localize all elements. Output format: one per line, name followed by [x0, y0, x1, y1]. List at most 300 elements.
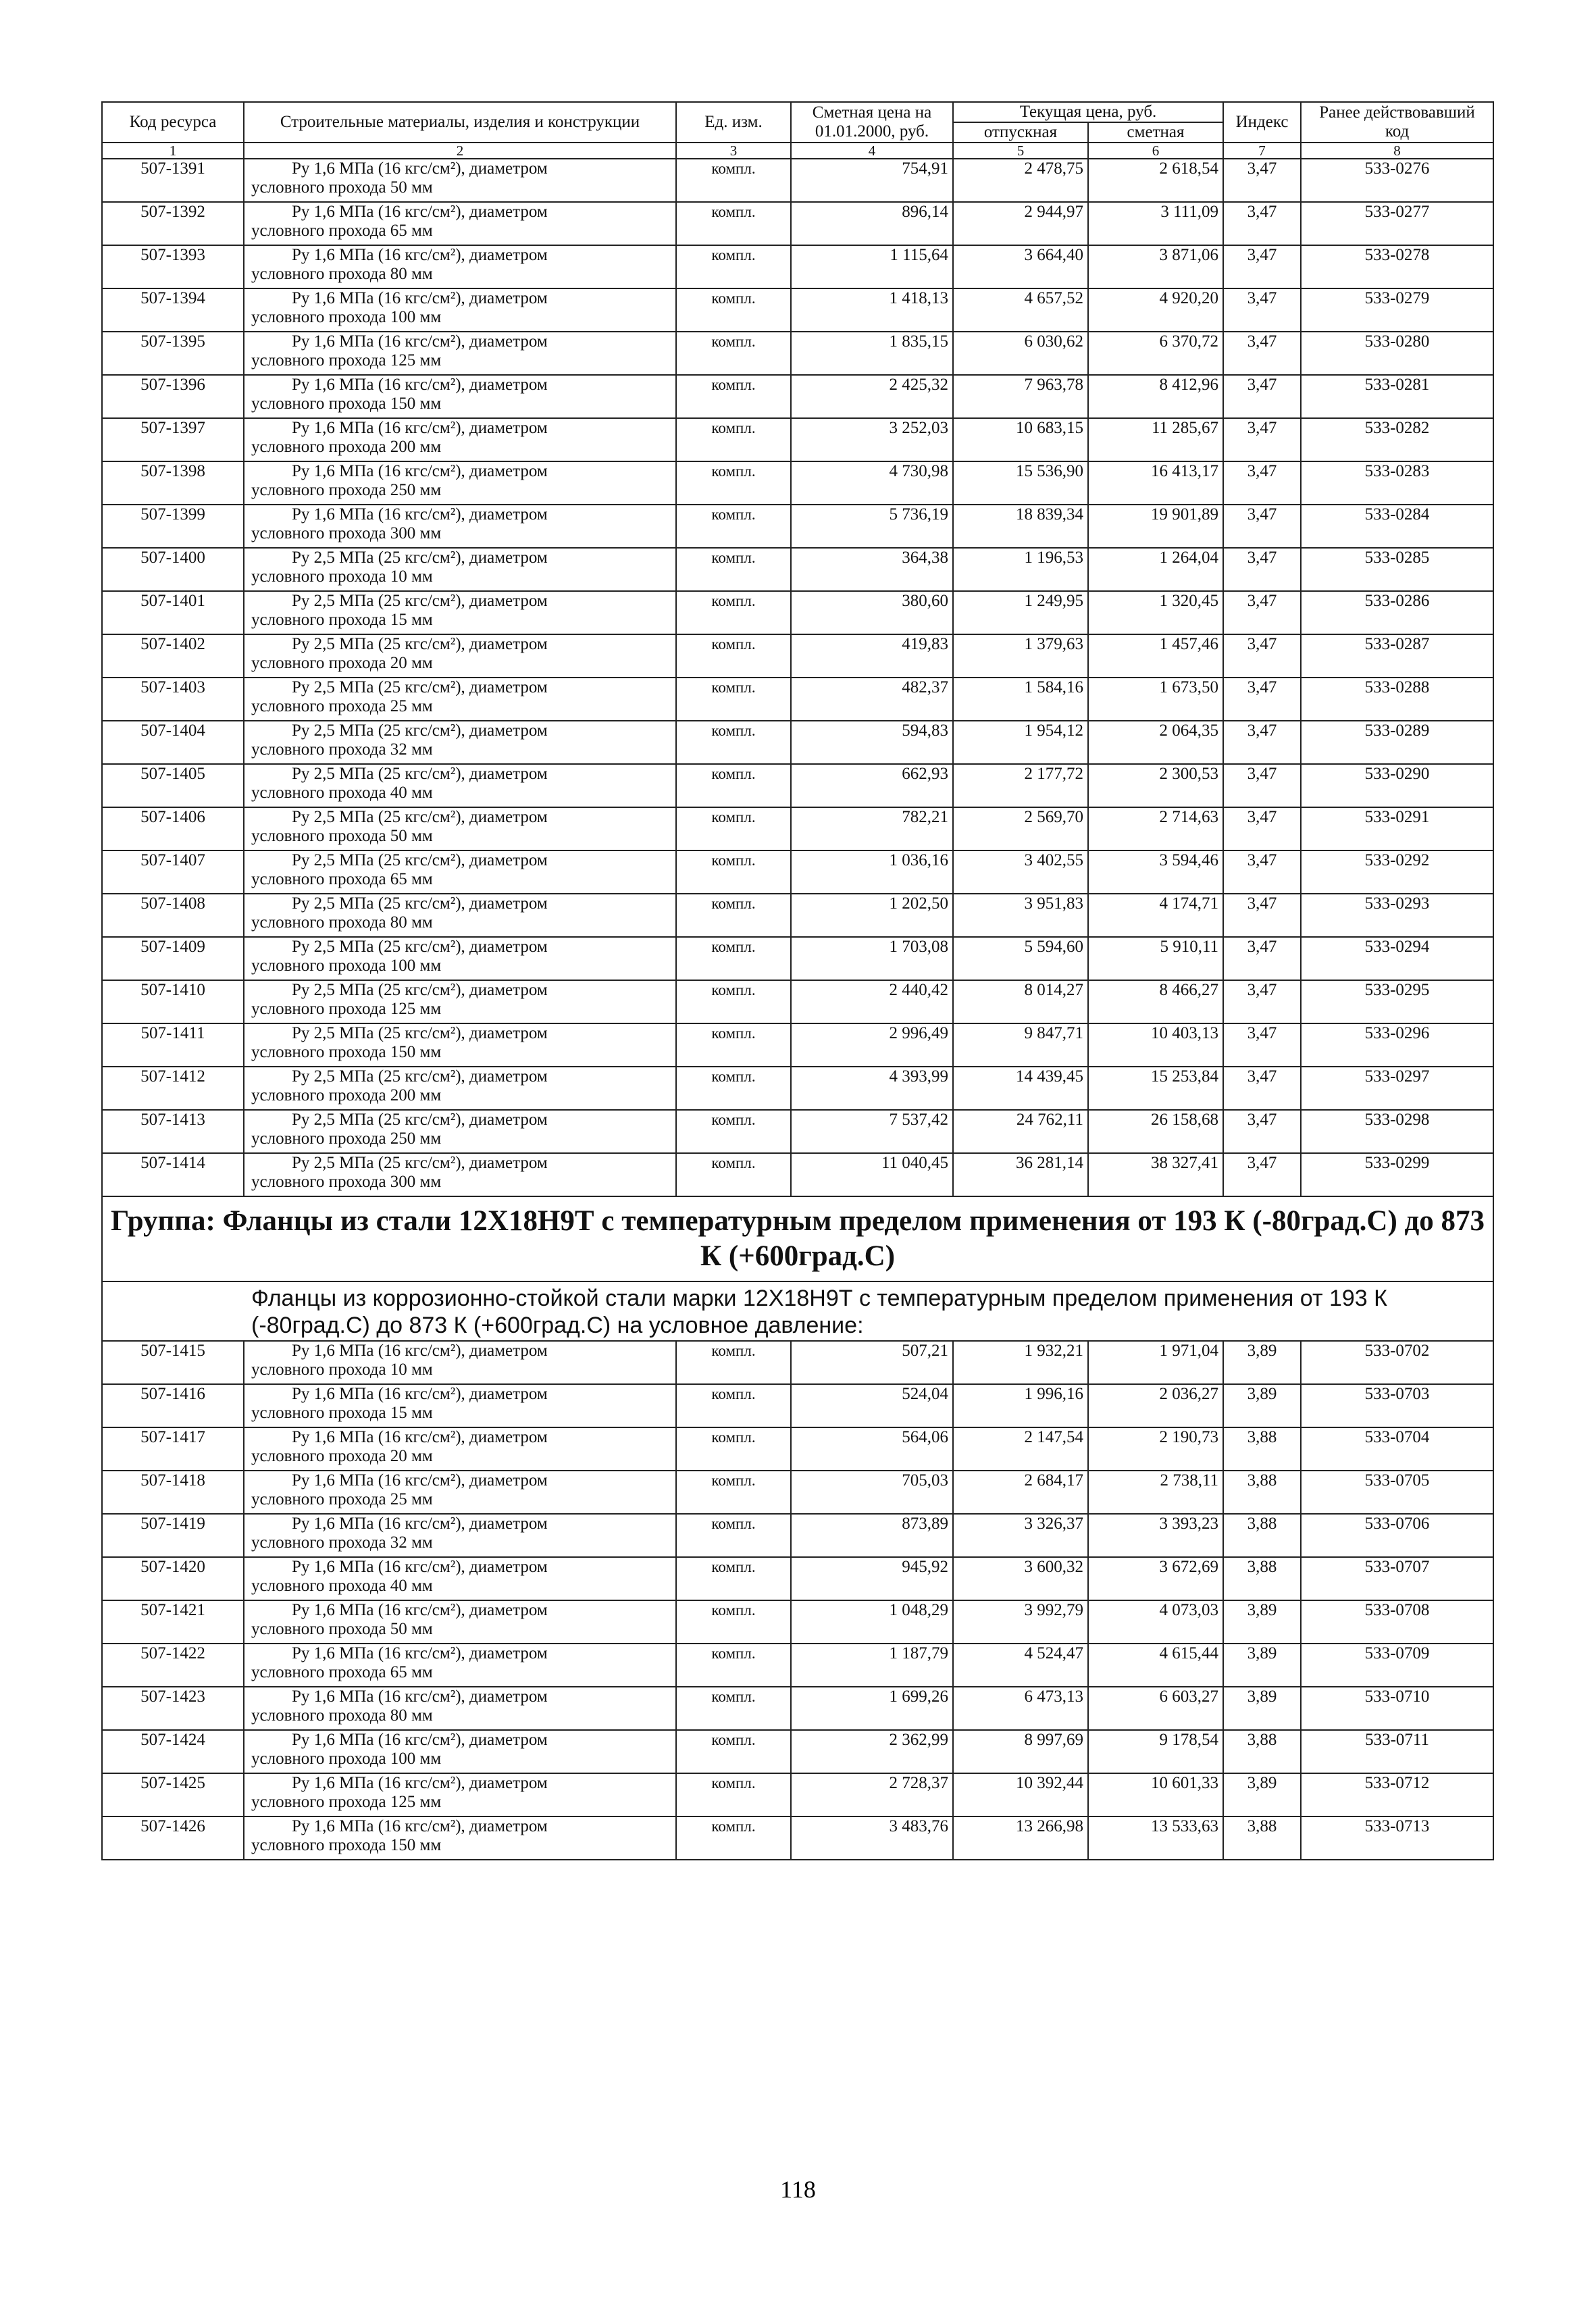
header-index: Индекс — [1223, 102, 1301, 143]
unit: компл. — [676, 1471, 791, 1514]
previous-code: 533-0286 — [1301, 591, 1493, 634]
previous-code: 533-0711 — [1301, 1730, 1493, 1773]
estimated-price: 6 603,27 — [1088, 1687, 1223, 1730]
estimated-price: 3 111,09 — [1088, 202, 1223, 245]
release-price: 18 839,34 — [953, 505, 1088, 548]
price-index: 3,47 — [1223, 288, 1301, 332]
release-price: 24 762,11 — [953, 1110, 1088, 1153]
material-description — [244, 1067, 676, 1110]
resource-code: 507-1411 — [102, 1023, 244, 1067]
material-description — [244, 678, 676, 721]
estimate-price-2000: 4 393,99 — [791, 1067, 953, 1110]
estimate-price-2000: 2 440,42 — [791, 980, 953, 1023]
price-index: 3,47 — [1223, 202, 1301, 245]
price-index: 3,47 — [1223, 678, 1301, 721]
estimate-price-2000: 3 483,76 — [791, 1816, 953, 1860]
description-line-2: условного прохода 15 мм — [251, 1404, 433, 1422]
estimated-price: 16 413,17 — [1088, 461, 1223, 505]
resource-code: 507-1414 — [102, 1153, 244, 1196]
unit: компл. — [676, 937, 791, 980]
description-line-1: Ру 1,6 МПа (16 кгс/см²), диаметром — [292, 1515, 548, 1533]
previous-code: 533-0297 — [1301, 1067, 1493, 1110]
description-line-1: Ру 2,5 МПа (25 кгс/см²), диаметром — [292, 808, 548, 826]
table-row — [102, 505, 1493, 548]
table-row — [102, 807, 1493, 850]
resource-code: 507-1426 — [102, 1816, 244, 1860]
price-index: 3,47 — [1223, 418, 1301, 461]
table-row — [102, 1514, 1493, 1557]
release-price: 1 196,53 — [953, 548, 1088, 591]
column-number: 1 — [102, 143, 244, 159]
price-index: 3,88 — [1223, 1557, 1301, 1600]
release-price: 2 177,72 — [953, 764, 1088, 807]
estimated-price: 9 178,54 — [1088, 1730, 1223, 1773]
release-price: 14 439,45 — [953, 1067, 1088, 1110]
unit: компл. — [676, 418, 791, 461]
price-index: 3,47 — [1223, 332, 1301, 375]
column-number: 2 — [244, 143, 676, 159]
table-row — [102, 721, 1493, 764]
resource-code: 507-1402 — [102, 634, 244, 678]
previous-code: 533-0282 — [1301, 418, 1493, 461]
description-line-1: Ру 2,5 МПа (25 кгс/см²), диаметром — [292, 1111, 548, 1129]
release-price: 3 402,55 — [953, 850, 1088, 894]
description-line-1: Ру 1,6 МПа (16 кгс/см²), диаметром — [292, 462, 548, 480]
table-row — [102, 764, 1493, 807]
unit: компл. — [676, 764, 791, 807]
resource-code: 507-1404 — [102, 721, 244, 764]
material-description — [244, 1816, 676, 1860]
release-price: 8 997,69 — [953, 1730, 1088, 1773]
description-line-2: условного прохода 20 мм — [251, 654, 433, 672]
previous-code: 533-0713 — [1301, 1816, 1493, 1860]
release-price: 36 281,14 — [953, 1153, 1088, 1196]
table-row — [102, 1644, 1493, 1687]
price-index: 3,89 — [1223, 1687, 1301, 1730]
price-index: 3,47 — [1223, 894, 1301, 937]
header-release-price: отпускная — [953, 122, 1088, 143]
document-page — [101, 101, 1493, 1860]
group-description: Фланцы из коррозионно-стойкой стали марки 12Х18Н9Т с температурным пределом применения от 193 К (-80град.С) до 873 К (+600град.С) на условное давление: — [102, 1281, 1493, 1341]
release-price: 4 524,47 — [953, 1644, 1088, 1687]
description-line-1: Ру 2,5 МПа (25 кгс/см²), диаметром — [292, 894, 548, 913]
estimate-price-2000: 2 728,37 — [791, 1773, 953, 1816]
unit: компл. — [676, 202, 791, 245]
estimate-price-2000: 482,37 — [791, 678, 953, 721]
table-row — [102, 245, 1493, 288]
table-row — [102, 894, 1493, 937]
table-row — [102, 937, 1493, 980]
header-unit: Ед. изм. — [676, 102, 791, 143]
release-price: 15 536,90 — [953, 461, 1088, 505]
description-line-1: Ру 2,5 МПа (25 кгс/см²), диаметром — [292, 981, 548, 999]
resource-code: 507-1396 — [102, 375, 244, 418]
previous-code: 533-0709 — [1301, 1644, 1493, 1687]
unit: компл. — [676, 1773, 791, 1816]
header-estimated-price: сметная — [1088, 122, 1223, 143]
estimate-price-2000: 896,14 — [791, 202, 953, 245]
material-description — [244, 807, 676, 850]
description-line-2: условного прохода 150 мм — [251, 395, 442, 413]
material-description — [244, 764, 676, 807]
price-index: 3,88 — [1223, 1471, 1301, 1514]
unit: компл. — [676, 807, 791, 850]
price-index: 3,88 — [1223, 1730, 1301, 1773]
table-row — [102, 1427, 1493, 1471]
release-price: 5 594,60 — [953, 937, 1088, 980]
previous-code: 533-0295 — [1301, 980, 1493, 1023]
previous-code: 533-0283 — [1301, 461, 1493, 505]
price-index: 3,47 — [1223, 850, 1301, 894]
release-price: 3 664,40 — [953, 245, 1088, 288]
resource-code: 507-1419 — [102, 1514, 244, 1557]
estimated-price: 2 064,35 — [1088, 721, 1223, 764]
previous-code: 533-0706 — [1301, 1514, 1493, 1557]
resource-code: 507-1407 — [102, 850, 244, 894]
material-description — [244, 332, 676, 375]
estimated-price: 4 073,03 — [1088, 1600, 1223, 1644]
description-line-2: условного прохода 65 мм — [251, 870, 433, 888]
header-code: Код ресурса — [102, 102, 244, 143]
description-line-2: условного прохода 150 мм — [251, 1043, 442, 1061]
price-index: 3,47 — [1223, 591, 1301, 634]
resource-code: 507-1399 — [102, 505, 244, 548]
previous-code: 533-0285 — [1301, 548, 1493, 591]
resource-code: 507-1403 — [102, 678, 244, 721]
release-price: 3 326,37 — [953, 1514, 1088, 1557]
material-description — [244, 721, 676, 764]
resource-code: 507-1412 — [102, 1067, 244, 1110]
release-price: 6 030,62 — [953, 332, 1088, 375]
price-index: 3,89 — [1223, 1773, 1301, 1816]
description-line-1: Ру 2,5 МПа (25 кгс/см²), диаметром — [292, 592, 548, 610]
resource-code: 507-1417 — [102, 1427, 244, 1471]
material-description — [244, 894, 676, 937]
price-index: 3,89 — [1223, 1384, 1301, 1427]
price-index: 3,47 — [1223, 1067, 1301, 1110]
group-section — [102, 1196, 1493, 1341]
description-line-1: Ру 1,6 МПа (16 кгс/см²), диаметром — [292, 1471, 548, 1490]
table-row — [102, 634, 1493, 678]
column-number: 8 — [1301, 143, 1493, 159]
description-line-2: условного прохода 250 мм — [251, 1129, 442, 1148]
description-line-1: Ру 2,5 МПа (25 кгс/см²), диаметром — [292, 721, 548, 740]
previous-code: 533-0704 — [1301, 1427, 1493, 1471]
description-line-1: Ру 1,6 МПа (16 кгс/см²), диаметром — [292, 1601, 548, 1619]
estimate-price-2000: 507,21 — [791, 1341, 953, 1384]
estimated-price: 26 158,68 — [1088, 1110, 1223, 1153]
description-line-2: условного прохода 50 мм — [251, 178, 433, 197]
release-price: 1 996,16 — [953, 1384, 1088, 1427]
price-index: 3,47 — [1223, 1023, 1301, 1067]
table-row — [102, 1341, 1493, 1384]
material-description — [244, 245, 676, 288]
estimate-price-2000: 873,89 — [791, 1514, 953, 1557]
estimated-price: 3 393,23 — [1088, 1514, 1223, 1557]
previous-code: 533-0296 — [1301, 1023, 1493, 1067]
previous-code: 533-0710 — [1301, 1687, 1493, 1730]
previous-code: 533-0279 — [1301, 288, 1493, 332]
price-index: 3,47 — [1223, 375, 1301, 418]
estimate-price-2000: 1 115,64 — [791, 245, 953, 288]
resource-code: 507-1398 — [102, 461, 244, 505]
table-row — [102, 1384, 1493, 1427]
estimate-price-2000: 4 730,98 — [791, 461, 953, 505]
material-description — [244, 1730, 676, 1773]
material-description — [244, 1687, 676, 1730]
price-index: 3,89 — [1223, 1644, 1301, 1687]
previous-code: 533-0284 — [1301, 505, 1493, 548]
table-row — [102, 418, 1493, 461]
estimate-price-2000: 1 835,15 — [791, 332, 953, 375]
estimated-price: 2 190,73 — [1088, 1427, 1223, 1471]
resource-code: 507-1418 — [102, 1471, 244, 1514]
table-row — [102, 1110, 1493, 1153]
resource-code: 507-1420 — [102, 1557, 244, 1600]
description-line-2: условного прохода 40 мм — [251, 1577, 433, 1595]
resource-code: 507-1425 — [102, 1773, 244, 1816]
description-line-1: Ру 1,6 МПа (16 кгс/см²), диаметром — [292, 1817, 548, 1835]
estimate-price-2000: 419,83 — [791, 634, 953, 678]
description-line-1: Ру 2,5 МПа (25 кгс/см²), диаметром — [292, 678, 548, 696]
resource-code: 507-1423 — [102, 1687, 244, 1730]
previous-code: 533-0293 — [1301, 894, 1493, 937]
release-price: 3 992,79 — [953, 1600, 1088, 1644]
description-line-2: условного прохода 125 мм — [251, 1000, 442, 1018]
unit: компл. — [676, 1730, 791, 1773]
price-index: 3,88 — [1223, 1427, 1301, 1471]
estimate-price-2000: 1 418,13 — [791, 288, 953, 332]
material-description — [244, 288, 676, 332]
release-price: 3 951,83 — [953, 894, 1088, 937]
table-row — [102, 375, 1493, 418]
resource-code: 507-1424 — [102, 1730, 244, 1773]
release-price: 9 847,71 — [953, 1023, 1088, 1067]
unit: компл. — [676, 894, 791, 937]
unit: компл. — [676, 375, 791, 418]
estimate-price-2000: 782,21 — [791, 807, 953, 850]
unit: компл. — [676, 1067, 791, 1110]
previous-code: 533-0291 — [1301, 807, 1493, 850]
unit: компл. — [676, 1384, 791, 1427]
release-price: 2 944,97 — [953, 202, 1088, 245]
release-price: 4 657,52 — [953, 288, 1088, 332]
release-price: 1 379,63 — [953, 634, 1088, 678]
estimate-price-2000: 1 048,29 — [791, 1600, 953, 1644]
table-row — [102, 850, 1493, 894]
description-line-2: условного прохода 100 мм — [251, 308, 442, 326]
table-row — [102, 980, 1493, 1023]
unit: компл. — [676, 245, 791, 288]
resource-code: 507-1415 — [102, 1341, 244, 1384]
description-line-2: условного прохода 65 мм — [251, 222, 433, 240]
description-line-1: Ру 1,6 МПа (16 кгс/см²), диаметром — [292, 246, 548, 264]
price-index: 3,47 — [1223, 721, 1301, 764]
table-row — [102, 548, 1493, 591]
price-index: 3,47 — [1223, 807, 1301, 850]
unit: компл. — [676, 159, 791, 202]
table-row — [102, 1153, 1493, 1196]
unit: компл. — [676, 1687, 791, 1730]
unit: компл. — [676, 461, 791, 505]
release-price: 1 932,21 — [953, 1341, 1088, 1384]
estimated-price: 4 174,71 — [1088, 894, 1223, 937]
release-price: 2 147,54 — [953, 1427, 1088, 1471]
material-description — [244, 1471, 676, 1514]
table-body-section-b — [102, 1341, 1493, 1860]
previous-code: 533-0707 — [1301, 1557, 1493, 1600]
page-number: 118 — [780, 2176, 816, 2203]
release-price: 1 584,16 — [953, 678, 1088, 721]
resource-code: 507-1413 — [102, 1110, 244, 1153]
column-number: 5 — [953, 143, 1088, 159]
estimated-price: 2 300,53 — [1088, 764, 1223, 807]
price-index: 3,47 — [1223, 1153, 1301, 1196]
previous-code: 533-0298 — [1301, 1110, 1493, 1153]
estimate-price-2000: 524,04 — [791, 1384, 953, 1427]
description-line-1: Ру 1,6 МПа (16 кгс/см²), диаметром — [292, 1731, 548, 1749]
estimated-price: 1 457,46 — [1088, 634, 1223, 678]
material-description — [244, 1153, 676, 1196]
description-line-1: Ру 1,6 МПа (16 кгс/см²), диаметром — [292, 159, 548, 178]
price-index: 3,47 — [1223, 937, 1301, 980]
table-row — [102, 1600, 1493, 1644]
description-line-2: условного прохода 65 мм — [251, 1663, 433, 1681]
material-description — [244, 505, 676, 548]
material-description — [244, 418, 676, 461]
resource-code: 507-1391 — [102, 159, 244, 202]
description-line-2: условного прохода 200 мм — [251, 1086, 442, 1104]
estimated-price: 4 615,44 — [1088, 1644, 1223, 1687]
material-description — [244, 202, 676, 245]
estimate-price-2000: 2 425,32 — [791, 375, 953, 418]
previous-code: 533-0281 — [1301, 375, 1493, 418]
table-row — [102, 332, 1493, 375]
column-number: 4 — [791, 143, 953, 159]
estimate-price-2000: 662,93 — [791, 764, 953, 807]
price-index: 3,47 — [1223, 764, 1301, 807]
unit: компл. — [676, 1644, 791, 1687]
price-index: 3,89 — [1223, 1341, 1301, 1384]
unit: компл. — [676, 1023, 791, 1067]
previous-code: 533-0277 — [1301, 202, 1493, 245]
table-row — [102, 678, 1493, 721]
estimated-price: 1 264,04 — [1088, 548, 1223, 591]
table-row — [102, 1471, 1493, 1514]
resource-code: 507-1401 — [102, 591, 244, 634]
unit: компл. — [676, 850, 791, 894]
release-price: 10 683,15 — [953, 418, 1088, 461]
material-description — [244, 1773, 676, 1816]
estimate-price-2000: 945,92 — [791, 1557, 953, 1600]
estimate-price-2000: 1 703,08 — [791, 937, 953, 980]
price-index: 3,88 — [1223, 1514, 1301, 1557]
previous-code: 533-0287 — [1301, 634, 1493, 678]
estimate-price-2000: 364,38 — [791, 548, 953, 591]
material-description — [244, 1110, 676, 1153]
resource-code: 507-1421 — [102, 1600, 244, 1644]
table-header-row — [102, 102, 1493, 122]
estimate-price-2000: 380,60 — [791, 591, 953, 634]
description-line-2: условного прохода 200 мм — [251, 438, 442, 456]
resource-code: 507-1408 — [102, 894, 244, 937]
description-line-2: условного прохода 50 мм — [251, 827, 433, 845]
price-index: 3,47 — [1223, 980, 1301, 1023]
release-price: 6 473,13 — [953, 1687, 1088, 1730]
description-line-2: условного прохода 32 мм — [251, 1533, 433, 1552]
release-price: 1 249,95 — [953, 591, 1088, 634]
description-line-2: условного прохода 40 мм — [251, 784, 433, 802]
price-index: 3,47 — [1223, 505, 1301, 548]
release-price: 13 266,98 — [953, 1816, 1088, 1860]
material-description — [244, 461, 676, 505]
group-title: Группа: Фланцы из стали 12Х18Н9Т с температурным пределом применения от 193 К (-80град.С) до 873 К (+600град.С) — [102, 1196, 1493, 1281]
header-prev-code: Ранее действовавший код — [1301, 102, 1493, 143]
material-description — [244, 1600, 676, 1644]
estimated-price: 10 601,33 — [1088, 1773, 1223, 1816]
estimate-price-2000: 705,03 — [791, 1471, 953, 1514]
description-line-1: Ру 1,6 МПа (16 кгс/см²), диаметром — [292, 419, 548, 437]
resource-code: 507-1395 — [102, 332, 244, 375]
resource-code: 507-1409 — [102, 937, 244, 980]
unit: компл. — [676, 1153, 791, 1196]
material-description — [244, 1341, 676, 1384]
table-row — [102, 1687, 1493, 1730]
previous-code: 533-0299 — [1301, 1153, 1493, 1196]
group-description-row — [102, 1281, 1493, 1341]
description-line-2: условного прохода 125 мм — [251, 351, 442, 370]
description-line-2: условного прохода 250 мм — [251, 481, 442, 499]
column-number: 7 — [1223, 143, 1301, 159]
unit: компл. — [676, 332, 791, 375]
description-line-1: Ру 1,6 МПа (16 кгс/см²), диаметром — [292, 1385, 548, 1403]
material-description — [244, 1023, 676, 1067]
estimated-price: 8 412,96 — [1088, 375, 1223, 418]
estimate-price-2000: 5 736,19 — [791, 505, 953, 548]
estimated-price: 38 327,41 — [1088, 1153, 1223, 1196]
release-price: 10 392,44 — [953, 1773, 1088, 1816]
price-index: 3,47 — [1223, 1110, 1301, 1153]
description-line-1: Ру 1,6 МПа (16 кгс/см²), диаметром — [292, 1687, 548, 1706]
price-table — [101, 101, 1494, 1860]
previous-code: 533-0712 — [1301, 1773, 1493, 1816]
resource-code: 507-1422 — [102, 1644, 244, 1687]
description-line-2: условного прохода 80 мм — [251, 265, 433, 283]
estimated-price: 15 253,84 — [1088, 1067, 1223, 1110]
release-price: 7 963,78 — [953, 375, 1088, 418]
unit: компл. — [676, 1600, 791, 1644]
resource-code: 507-1410 — [102, 980, 244, 1023]
resource-code: 507-1397 — [102, 418, 244, 461]
estimate-price-2000: 1 699,26 — [791, 1687, 953, 1730]
header-current-price: Текущая цена, руб. — [953, 102, 1223, 122]
header-estimate-price: Сметная цена на 01.01.2000, руб. — [791, 102, 953, 143]
estimated-price: 6 370,72 — [1088, 332, 1223, 375]
estimated-price: 13 533,63 — [1088, 1816, 1223, 1860]
unit: компл. — [676, 1514, 791, 1557]
unit: компл. — [676, 505, 791, 548]
price-index: 3,89 — [1223, 1600, 1301, 1644]
description-line-1: Ру 1,6 МПа (16 кгс/см²), диаметром — [292, 505, 548, 524]
column-number: 6 — [1088, 143, 1223, 159]
material-description — [244, 548, 676, 591]
estimate-price-2000: 3 252,03 — [791, 418, 953, 461]
material-description — [244, 980, 676, 1023]
resource-code: 507-1406 — [102, 807, 244, 850]
price-index: 3,47 — [1223, 461, 1301, 505]
previous-code: 533-0288 — [1301, 678, 1493, 721]
estimated-price: 3 871,06 — [1088, 245, 1223, 288]
